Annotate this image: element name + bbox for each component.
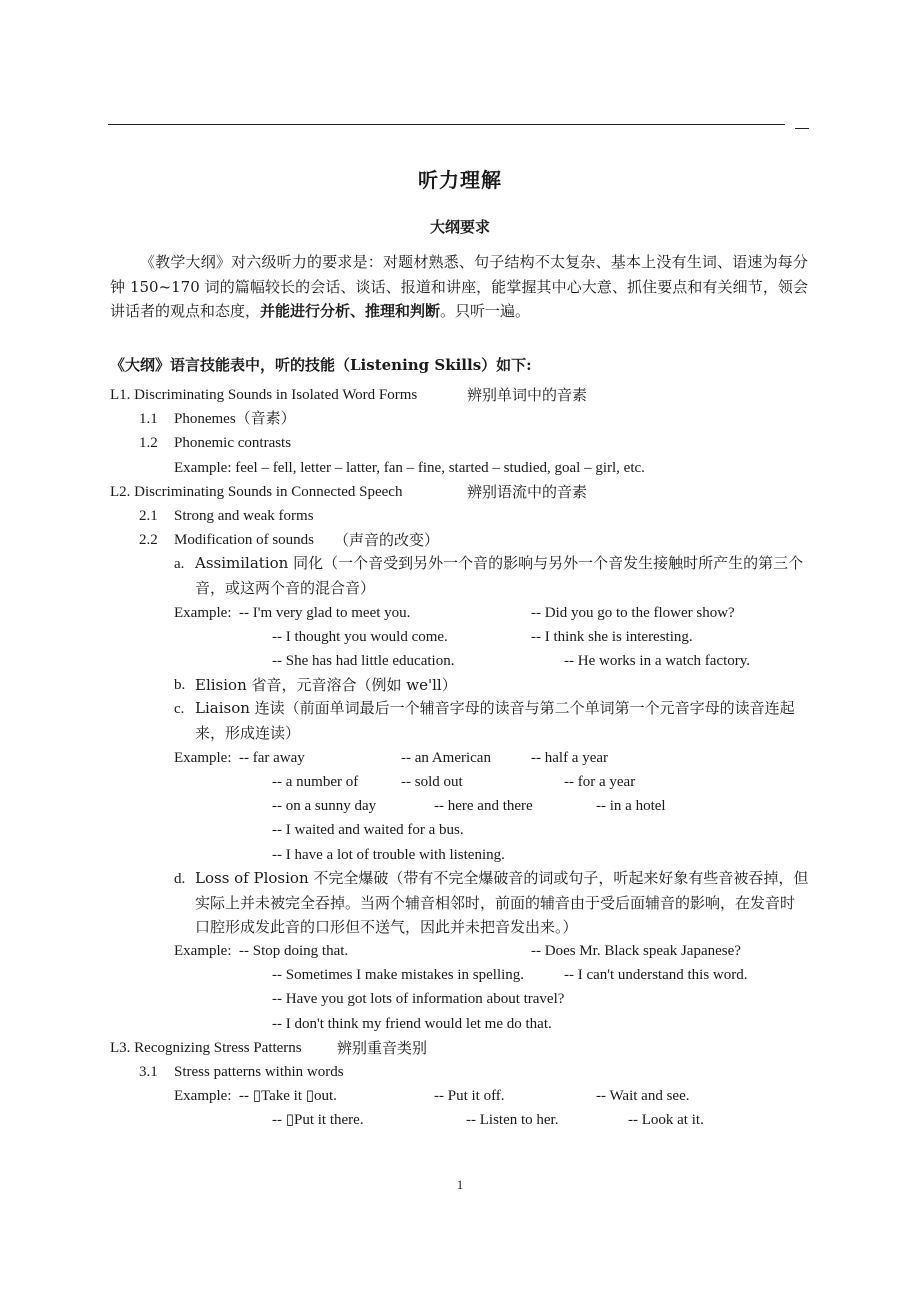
section-subtitle: 大纲要求 xyxy=(429,218,490,236)
example-item: -- I thought you would come. xyxy=(272,629,448,645)
example-item: -- Put it off. xyxy=(434,1088,505,1104)
intro-text: 《教学大纲》对六级听力的要求是：对题材熟悉、句子结构不太复杂、基本上没有生词、语速为每分钟 150~170 词的篇幅较长的会话、谈话、报道和讲座，能掌握其中心大意、抓住要点和有关细节，领会讲话者的观点和态度， xyxy=(110,253,808,320)
example-label: Example: xyxy=(174,605,232,621)
example-item: -- an American xyxy=(401,750,491,766)
l2-zh: 辨别语流中的音素 xyxy=(467,483,588,501)
example-item: -- half a year xyxy=(531,750,609,766)
example-item: -- Have you got lots of information about travel? xyxy=(272,991,565,1007)
example-item: -- Stop doing that. xyxy=(239,943,349,959)
example-item: -- I'm very glad to meet you. xyxy=(239,605,411,621)
intro-text-end: 。只听一遍。 xyxy=(440,302,531,320)
l3-zh: 辨别重音类别 xyxy=(337,1039,428,1057)
example-item: -- I have a lot of trouble with listening. xyxy=(272,847,505,863)
example-item: -- I can't understand this word. xyxy=(564,967,748,983)
l1-item-text: Phonemic contrasts xyxy=(174,435,292,451)
list-marker: c. xyxy=(174,701,185,717)
example-item: -- far away xyxy=(239,750,305,766)
example-item: -- She has had little education. xyxy=(272,653,455,669)
example-label: Example: xyxy=(174,1088,232,1104)
skills-heading: 《大纲》语言技能表中，听的技能（Listening Skills）如下: xyxy=(110,356,532,374)
l2-item-num: 2.1 xyxy=(139,508,158,524)
elision-text: Elision 省音，元音溶合（例如 we'll） xyxy=(195,676,457,694)
l1-zh: 辨别单词中的音素 xyxy=(467,386,588,404)
loss-of-plosion-text: Loss of Plosion 不完全爆破（带有不完全爆破音的词或句子，听起来好象有些音被吞掉，但实际上并未被完全吞掉。当两个辅音相邻时，前面的辅音由于受后面辅音的影响，在发音时口腔形成发此音的口形但不送气，因此并未把音发出来。） xyxy=(195,869,809,936)
example-item: -- Wait and see. xyxy=(596,1088,690,1104)
list-marker: d. xyxy=(174,871,186,887)
example-item: -- in a hotel xyxy=(596,798,666,814)
example-item: -- Look at it. xyxy=(628,1112,704,1128)
liaison-text: Liaison 连读（前面单词最后一个辅音字母的读音与第二个单词第一个元音字母的读音连起来，形成连读） xyxy=(195,699,795,742)
l2-item-text: Strong and weak forms xyxy=(174,508,314,524)
l1-item-text: Phonemes（音素） xyxy=(174,411,296,427)
l2-item-zh: （声音的改变） xyxy=(334,531,440,549)
example-item: -- I don't think my friend would let me do that. xyxy=(272,1016,552,1032)
example-item: -- I waited and waited for a bus. xyxy=(272,822,464,838)
l2-item-text: Modification of sounds xyxy=(174,532,314,548)
page-title: 听力理解 xyxy=(418,168,502,192)
example-item: -- ▯Put it there. xyxy=(272,1112,364,1128)
example-item: -- Listen to her. xyxy=(466,1112,559,1128)
example-item: -- Sometimes I make mistakes in spelling. xyxy=(272,967,525,983)
header-dash xyxy=(795,128,809,129)
example-item: -- for a year xyxy=(564,774,636,790)
l3-item-text: Stress patterns within words xyxy=(174,1064,344,1080)
intro-paragraph xyxy=(110,250,808,324)
assimilation-text: Assimilation 同化（一个音受到另外一个音的影响与另外一个音发生接触时所产生的第三个音，或这两个音的混合音） xyxy=(195,554,804,597)
l2-title: L2. Discriminating Sounds in Connected Speech xyxy=(110,484,403,500)
example-item: -- I think she is interesting. xyxy=(531,629,693,645)
l1-example: Example: feel – fell, letter – latter, fan – fine, started – studied, goal – girl, etc. xyxy=(174,460,645,476)
example-item: -- on a sunny day xyxy=(272,798,377,814)
example-item: -- Did you go to the flower show? xyxy=(531,605,735,621)
example-item: -- sold out xyxy=(401,774,463,790)
l1-title: L1. Discriminating Sounds in Isolated Word Forms xyxy=(110,387,418,403)
l3-title: L3. Recognizing Stress Patterns xyxy=(110,1040,302,1056)
l1-item-num: 1.2 xyxy=(139,435,158,451)
example-item: -- ▯Take it ▯out. xyxy=(239,1088,337,1104)
page-number: 1 xyxy=(456,1177,464,1192)
list-marker: b. xyxy=(174,677,186,693)
example-item: -- here and there xyxy=(434,798,533,814)
example-item: -- Does Mr. Black speak Japanese? xyxy=(531,943,741,959)
l3-item-num: 3.1 xyxy=(139,1064,158,1080)
example-item: -- He works in a watch factory. xyxy=(564,653,751,669)
list-marker: a. xyxy=(174,556,185,572)
header-rule xyxy=(108,124,785,125)
l1-item-num: 1.1 xyxy=(139,411,158,427)
intro-emphasis: 并能进行分析、推理和判断 xyxy=(260,302,441,320)
example-label: Example: xyxy=(174,943,232,959)
example-label: Example: xyxy=(174,750,232,766)
l2-item-num: 2.2 xyxy=(139,532,158,548)
example-item: -- a number of xyxy=(272,774,359,790)
